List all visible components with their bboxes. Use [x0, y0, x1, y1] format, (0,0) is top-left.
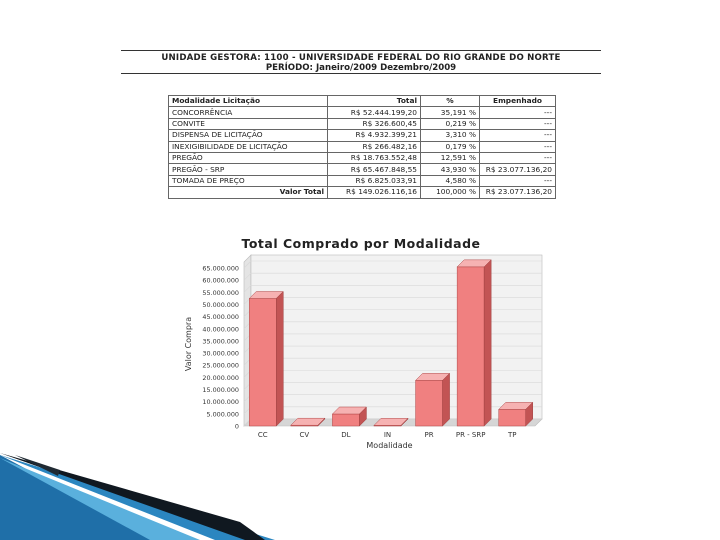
column-header-total: Total: [328, 96, 421, 107]
y-tick-label: 45.000.000: [202, 313, 239, 322]
total-empenhado: R$ 23.077.136,20: [480, 187, 556, 198]
y-tick-label: 15.000.000: [202, 386, 239, 395]
y-tick-label: 25.000.000: [202, 361, 239, 370]
cell-empenhado: ---: [480, 107, 556, 118]
cell-total: R$ 4.932.399,21: [328, 130, 421, 141]
cell-total: R$ 266.482,16: [328, 141, 421, 152]
x-tick-label: DL: [341, 431, 351, 439]
cell-percent: 3,310 %: [421, 130, 480, 141]
y-tick-label: 5.000.000: [206, 410, 239, 419]
y-tick-label: 30.000.000: [202, 349, 239, 358]
cell-percent: 4,580 %: [421, 175, 480, 186]
column-header-percent: %: [421, 96, 480, 107]
total-label: Valor Total: [169, 187, 328, 198]
cell-percent: 43,930 %: [421, 164, 480, 175]
page-title: UNIDADE GESTORA: 1100 - UNIVERSIDADE FEDERAL DO RIO GRANDE DO NORTE: [161, 53, 561, 63]
total-value: R$ 149.026.116,16: [328, 187, 421, 198]
y-tick-label: 65.000.000: [202, 264, 239, 273]
cell-modalidade: TOMADA DE PREÇO: [169, 175, 328, 186]
y-axis-title: Valor Compra: [184, 316, 193, 372]
cell-empenhado: ---: [480, 175, 556, 186]
y-tick-label: 0: [234, 422, 239, 431]
y-tick-label: 20.000.000: [202, 373, 239, 382]
column-header-empenhado: Empenhado: [480, 96, 556, 107]
cell-modalidade: CONVITE: [169, 118, 328, 129]
chart-title: Total Comprado por Modalidade: [241, 236, 481, 251]
cell-total: R$ 52.444.199,20: [328, 107, 421, 118]
cell-empenhado: ---: [480, 118, 556, 129]
cell-empenhado: R$ 23.077.136,20: [480, 164, 556, 175]
y-tick-label: 40.000.000: [202, 325, 239, 334]
cell-percent: 12,591 %: [421, 152, 480, 163]
column-header-modalidade: Modalidade Licitação: [169, 96, 328, 107]
y-tick-label: 60.000.000: [202, 276, 239, 285]
x-tick-label: PR: [424, 431, 434, 439]
cell-modalidade: PREGÃO - SRP: [169, 164, 328, 175]
x-tick-label: CC: [257, 431, 268, 439]
cell-empenhado: ---: [480, 130, 556, 141]
x-tick-label: IN: [383, 431, 392, 439]
cell-total: R$ 6.825.033,91: [328, 175, 421, 186]
cell-modalidade: CONCORRÊNCIA: [169, 107, 328, 118]
y-tick-label: 10.000.000: [202, 398, 239, 407]
cell-percent: 0,219 %: [421, 118, 480, 129]
cell-modalidade: INEXIGIBILIDADE DE LICITAÇÃO: [169, 141, 328, 152]
cell-total: R$ 65.467.848,55: [328, 164, 421, 175]
cell-modalidade: PREGÃO: [169, 152, 328, 163]
cell-percent: 0,179 %: [421, 141, 480, 152]
x-axis-title: Modalidade: [366, 441, 413, 450]
total-percent: 100,000 %: [421, 187, 480, 198]
y-tick-label: 50.000.000: [202, 300, 239, 309]
x-tick-label: PR - SRP: [455, 431, 486, 439]
cell-total: R$ 18.763.552,48: [328, 152, 421, 163]
y-tick-label: 35.000.000: [202, 337, 239, 346]
cell-percent: 35,191 %: [421, 107, 480, 118]
cell-empenhado: ---: [480, 152, 556, 163]
x-tick-label: CV: [299, 431, 310, 439]
y-tick-label: 55.000.000: [202, 288, 239, 297]
cell-total: R$ 326.600,45: [328, 118, 421, 129]
cell-modalidade: DISPENSA DE LICITAÇÃO: [169, 130, 328, 141]
x-tick-label: TP: [507, 431, 517, 439]
cell-empenhado: ---: [480, 141, 556, 152]
period-label: PERÍODO: Janeiro/2009 Dezembro/2009: [265, 63, 457, 73]
